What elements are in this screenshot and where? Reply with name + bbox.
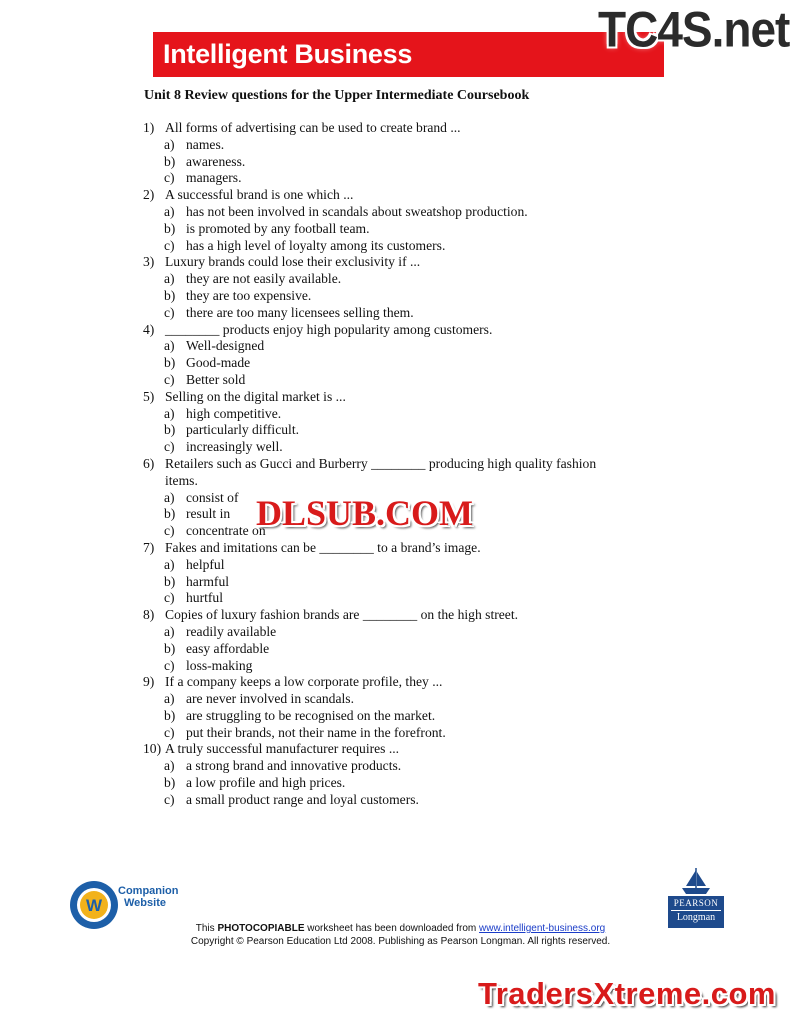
banner-title: Intelligent Business <box>153 32 664 77</box>
watermark-middle: DLSUB.COM <box>256 493 474 533</box>
answer-option <box>143 338 663 355</box>
question-text: A successful brand is one which ... <box>165 187 354 203</box>
option-letter: b) <box>164 153 176 169</box>
footer-download-note: This PHOTOCOPIABLE worksheet has been downloaded from www.intelligent-business.org <box>195 923 606 934</box>
option-letter: a) <box>164 271 175 287</box>
question-item <box>143 254 663 271</box>
option-text: put their brands, not their name in the forefront. <box>186 724 446 740</box>
unit-title: Unit 8 Review questions for the Upper Intermediate Coursebook <box>144 88 530 103</box>
question-item <box>143 674 663 691</box>
footer-copyright: Copyright © Pearson Education Ltd 2008. Publishing as Pearson Longman. All rights reserved. <box>190 936 611 947</box>
option-text: there are too many licensees selling them. <box>186 304 414 320</box>
companion-badge-letter: W <box>85 896 103 915</box>
pearson-logo <box>668 866 724 928</box>
answer-option <box>143 288 663 305</box>
question-text: A truly successful manufacturer requires ... <box>165 741 400 757</box>
option-text: hurtful <box>186 590 223 606</box>
answer-option <box>143 372 663 389</box>
option-letter: a) <box>164 691 175 707</box>
answer-option <box>143 204 663 221</box>
question-number: 7) <box>143 539 155 555</box>
question-number: 5) <box>143 388 155 404</box>
option-letter: b) <box>164 220 176 236</box>
question-list <box>143 120 663 809</box>
option-letter: a) <box>164 556 175 572</box>
option-letter: c) <box>164 371 175 387</box>
option-letter: a) <box>164 758 175 774</box>
option-text: a strong brand and innovative products. <box>186 758 402 774</box>
option-text: harmful <box>186 573 230 589</box>
companion-label: Companion Website <box>118 885 179 909</box>
option-text: increasingly well. <box>186 439 283 455</box>
answer-option <box>143 271 663 288</box>
answer-option <box>143 170 663 187</box>
question-number: 10) <box>143 741 162 757</box>
option-text: easy affordable <box>186 640 270 656</box>
option-text: is promoted by any football team. <box>186 220 370 236</box>
option-letter: a) <box>164 203 175 219</box>
answer-option <box>143 238 663 255</box>
answer-option <box>143 691 663 708</box>
option-text: has not been involved in scandals about sweatshop production. <box>186 203 528 219</box>
option-text: awareness. <box>186 153 246 169</box>
option-text: managers. <box>186 170 242 186</box>
option-text: Good-made <box>186 355 251 371</box>
answer-option <box>143 758 663 775</box>
answer-option <box>143 708 663 725</box>
option-letter: b) <box>164 506 176 522</box>
question-text: If a company keeps a low corporate profile, they ... <box>165 674 443 690</box>
option-letter: c) <box>164 657 175 673</box>
photocopiable-label: PHOTOCOPIABLE <box>217 923 305 934</box>
answer-option <box>143 557 663 574</box>
answer-option <box>143 422 663 439</box>
intelligent-business-link[interactable]: www.intelligent-business.org <box>479 923 606 934</box>
option-text: are never involved in scandals. <box>186 691 354 707</box>
answer-option <box>143 725 663 742</box>
option-letter: c) <box>164 724 175 740</box>
option-text: has a high level of loyalty among its customers. <box>186 237 446 253</box>
answer-option <box>143 641 663 658</box>
answer-option <box>143 792 663 809</box>
option-letter: c) <box>164 523 175 539</box>
question-number: 8) <box>143 607 155 623</box>
answer-option <box>143 406 663 423</box>
question-number: 2) <box>143 187 155 203</box>
question-item <box>143 741 663 758</box>
question-text: Luxury brands could lose their exclusivity if ... <box>165 254 421 270</box>
option-letter: b) <box>164 355 176 371</box>
option-text: they are not easily available. <box>186 271 342 287</box>
option-text: Better sold <box>186 371 246 387</box>
answer-option <box>143 154 663 171</box>
watermark-bottom: TradersXtreme.com <box>478 976 776 1011</box>
option-letter: a) <box>164 405 175 421</box>
question-item <box>143 607 663 624</box>
answer-option <box>143 221 663 238</box>
answer-option <box>143 137 663 154</box>
option-letter: a) <box>164 338 175 354</box>
answer-option <box>143 624 663 641</box>
question-number: 3) <box>143 254 155 270</box>
answer-option <box>143 355 663 372</box>
option-letter: c) <box>164 170 175 186</box>
option-text: helpful <box>186 556 225 572</box>
option-text: a low profile and high prices. <box>186 775 346 791</box>
option-letter: b) <box>164 640 176 656</box>
option-text: Well-designed <box>186 338 265 354</box>
watermark-top: TC4S.net <box>598 0 790 58</box>
option-letter: a) <box>164 623 175 639</box>
option-text: are struggling to be recognised on the market. <box>186 707 436 723</box>
option-letter: c) <box>164 791 175 807</box>
option-text: high competitive. <box>186 405 282 421</box>
question-text: items. <box>165 472 198 488</box>
answer-option <box>143 775 663 792</box>
answer-option <box>143 658 663 675</box>
question-text: Copies of luxury fashion brands are ________ on the high street. <box>165 607 518 623</box>
question-number: 4) <box>143 321 155 337</box>
option-letter: b) <box>164 422 176 438</box>
option-letter: b) <box>164 707 176 723</box>
ship-icon <box>668 866 724 896</box>
option-text: they are too expensive. <box>186 287 312 303</box>
option-letter: c) <box>164 304 175 320</box>
option-letter: b) <box>164 287 176 303</box>
option-letter: c) <box>164 439 175 455</box>
question-text: Fakes and imitations can be ________ to a brand’s image. <box>165 539 481 555</box>
question-number: 1) <box>143 120 155 135</box>
option-text: result in <box>186 506 231 522</box>
question-item <box>143 120 663 137</box>
option-text: a small product range and loyal customers. <box>186 791 419 807</box>
option-letter: a) <box>164 136 175 152</box>
option-letter: c) <box>164 237 175 253</box>
answer-option <box>143 439 663 456</box>
question-item <box>143 187 663 204</box>
option-text: readily available <box>186 623 277 639</box>
question-text-continued <box>143 473 663 490</box>
question-text: ________ products enjoy high popularity among customers. <box>165 321 493 337</box>
pearson-name: PEARSON <box>673 898 719 908</box>
answer-option <box>143 305 663 322</box>
question-text: Retailers such as Gucci and Burberry ________ producing high quality fashion <box>165 455 597 471</box>
answer-option <box>143 590 663 607</box>
question-item <box>143 456 663 473</box>
option-letter: c) <box>164 590 175 606</box>
question-text: Selling on the digital market is ... <box>165 388 346 404</box>
question-item <box>143 540 663 557</box>
question-item <box>143 322 663 339</box>
option-text: consist of <box>186 489 239 505</box>
question-item <box>143 389 663 406</box>
question-text: All forms of advertising can be used to create brand ... <box>165 120 461 135</box>
option-letter: a) <box>164 489 175 505</box>
option-text: names. <box>186 136 225 152</box>
question-number: 9) <box>143 674 155 690</box>
longman-name: Longman <box>671 910 721 925</box>
answer-option <box>143 574 663 591</box>
option-text: loss-making <box>186 657 253 673</box>
option-letter: b) <box>164 573 176 589</box>
question-number: 6) <box>143 455 155 471</box>
option-letter: b) <box>164 775 176 791</box>
option-text: particularly difficult. <box>186 422 299 438</box>
option-text: concentrate on <box>186 523 266 539</box>
